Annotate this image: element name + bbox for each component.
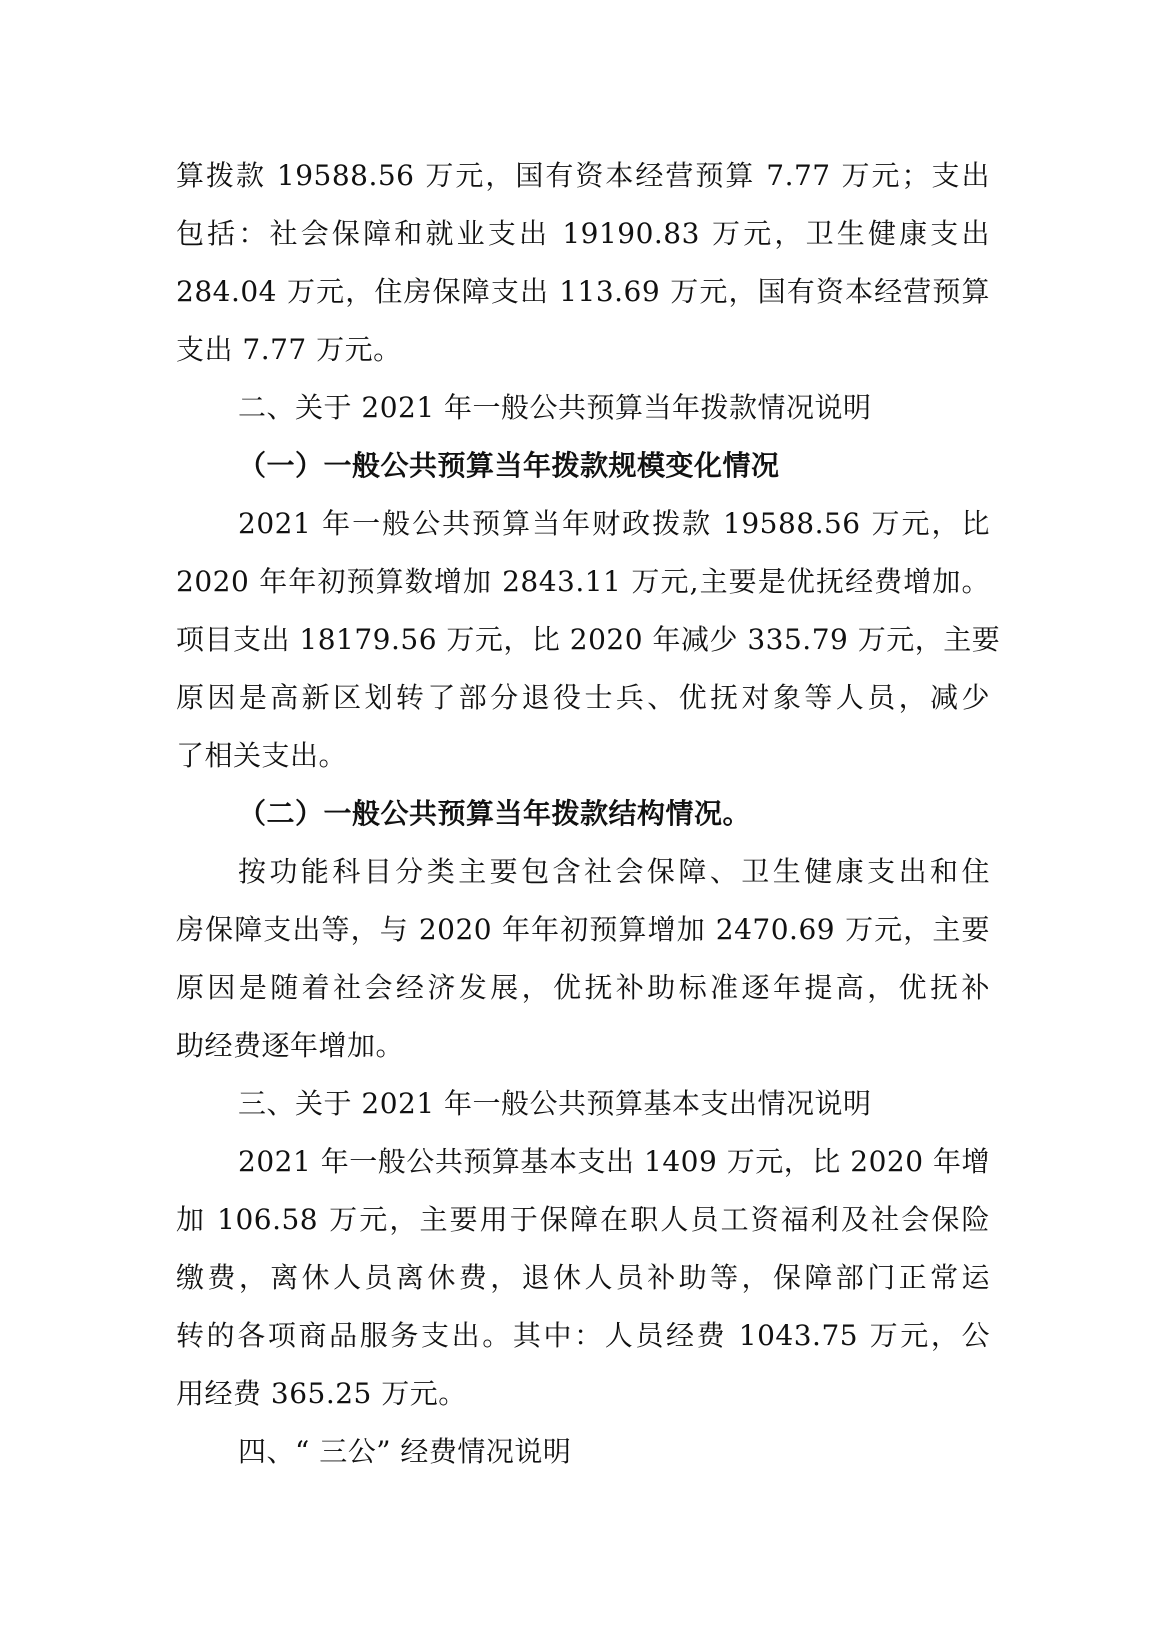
paragraph-line: 原因是随着社会经济发展，优抚补助标准逐年提高，优抚补 bbox=[176, 971, 990, 1004]
paragraph-line: 房保障支出等，与 2020 年年初预算增加 2470.69 万元，主要 bbox=[176, 913, 990, 946]
paragraph-line: 2021 年一般公共预算当年财政拨款 19588.56 万元，比 bbox=[238, 507, 990, 540]
paragraph-line: 2020 年年初预算数增加 2843.11 万元,主要是优抚经费增加。 bbox=[176, 565, 990, 598]
paragraph-line: 助经费逐年增加。 bbox=[176, 1029, 405, 1062]
paragraph-line: 原因是高新区划转了部分退役士兵、优抚对象等人员，减少 bbox=[176, 681, 990, 714]
subsection-heading: （一）一般公共预算当年拨款规模变化情况 bbox=[238, 449, 780, 482]
paragraph-line: 转的各项商品服务支出。其中：人员经费 1043.75 万元，公 bbox=[176, 1319, 990, 1352]
section-heading: 二、关于 2021 年一般公共预算当年拨款情况说明 bbox=[238, 391, 872, 424]
paragraph-line: 加 106.58 万元，主要用于保障在职人员工资福利及社会保险 bbox=[176, 1203, 990, 1236]
paragraph-line: 支出 7.77 万元。 bbox=[176, 333, 402, 366]
paragraph-line: 用经费 365.25 万元。 bbox=[176, 1377, 467, 1410]
paragraph-line: 算拨款 19588.56 万元，国有资本经营预算 7.77 万元；支出 bbox=[176, 159, 990, 192]
section-heading: 三、关于 2021 年一般公共预算基本支出情况说明 bbox=[238, 1087, 872, 1120]
section-heading: 四、“ 三公” 经费情况说明 bbox=[238, 1435, 572, 1468]
paragraph-line: 项目支出 18179.56 万元，比 2020 年减少 335.79 万元，主要 bbox=[176, 623, 1001, 656]
document-body bbox=[176, 147, 1001, 1481]
paragraph-line: 缴费，离休人员离休费，退休人员补助等，保障部门正常运 bbox=[176, 1261, 990, 1294]
subsection-heading: （二）一般公共预算当年拨款结构情况。 bbox=[238, 797, 752, 830]
paragraph-line: 按功能科目分类主要包含社会保障、卫生健康支出和住 bbox=[238, 855, 990, 888]
paragraph-line: 包括：社会保障和就业支出 19190.83 万元，卫生健康支出 bbox=[176, 217, 990, 250]
paragraph-line: 2021 年一般公共预算基本支出 1409 万元，比 2020 年增 bbox=[238, 1145, 990, 1178]
paragraph-line: 了相关支出。 bbox=[176, 739, 348, 772]
paragraph-line: 284.04 万元，住房保障支出 113.69 万元，国有资本经营预算 bbox=[176, 275, 990, 308]
